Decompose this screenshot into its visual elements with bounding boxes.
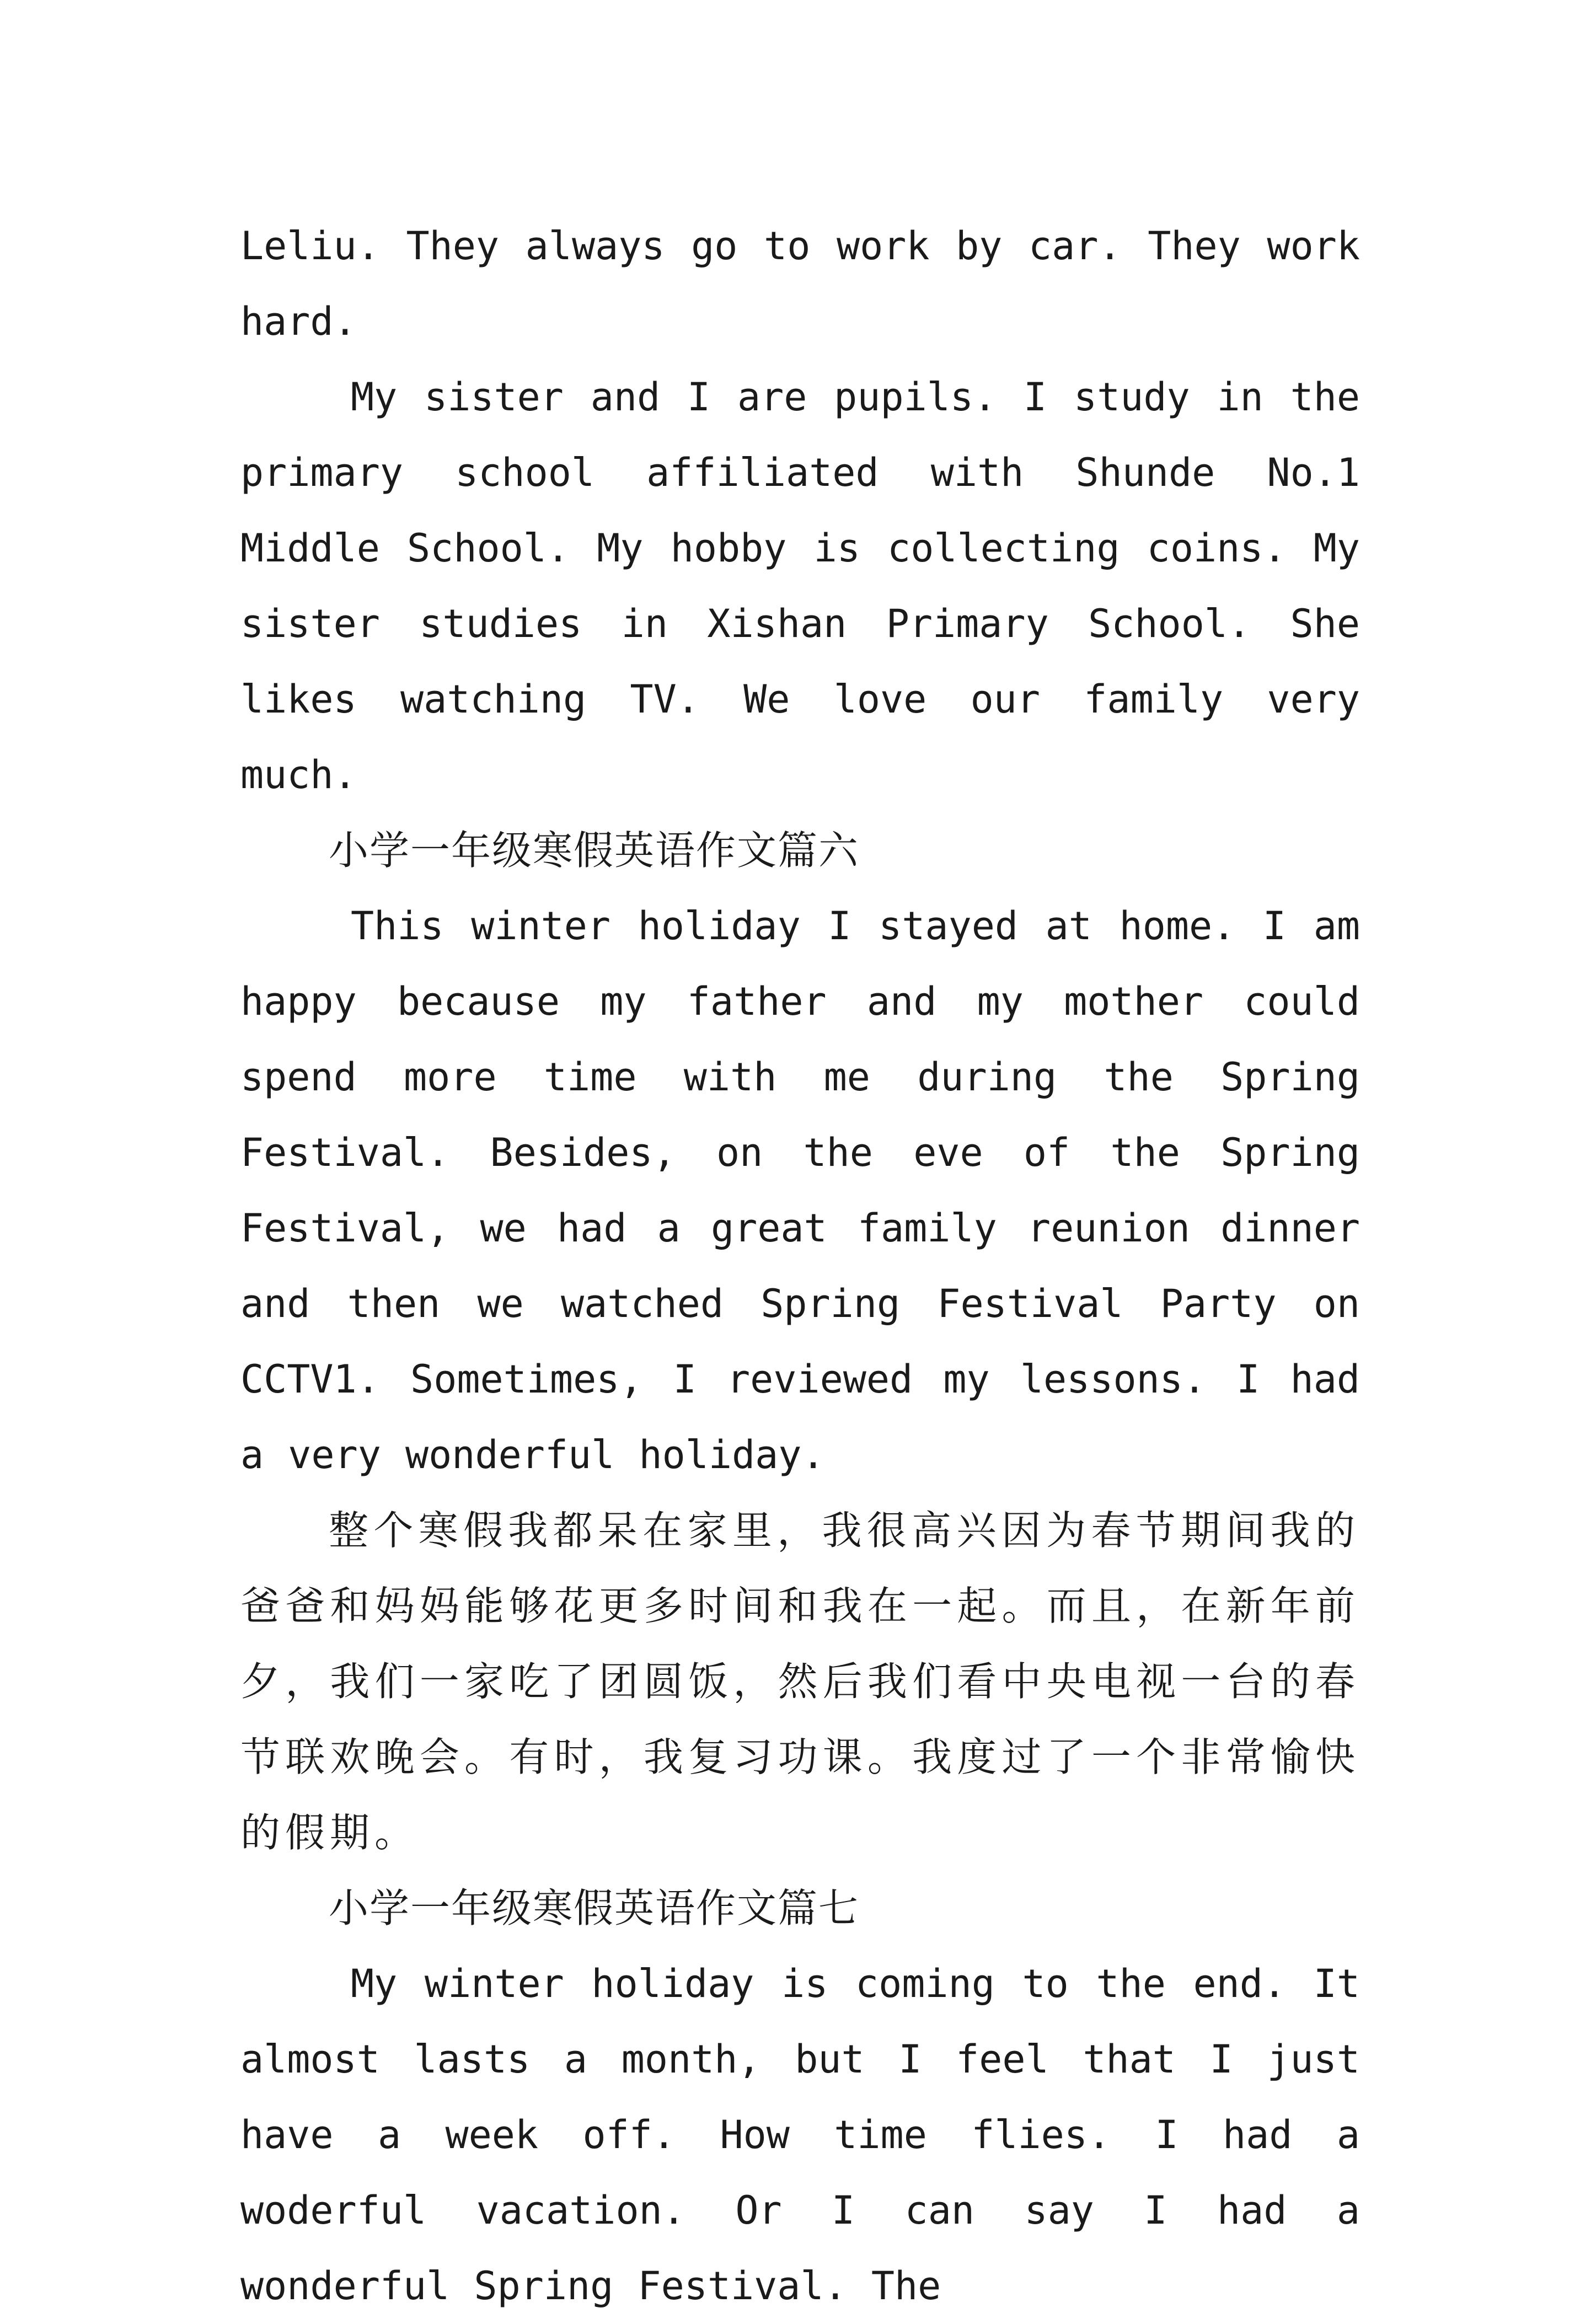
section-heading-six: 小学一年级寒假英语作文篇六 [329,827,860,874]
section-heading-seven: 小学一年级寒假英语作文篇七 [329,1885,860,1931]
paragraph-parents-work: Leliu. They always go to work by car. They work hard. [240,223,1360,344]
paragraph-sister-and-i: My sister and I are pupils. I study in the primary school affiliated with Shunde No.1 Middle School. My hobby is collecting coins. My sister studies in Xishan Primary School. She likes watching TV. We love our family very much. [240,374,1360,797]
paragraph-holiday-ending: My winter holiday is coming to the end. It almost lasts a month, but I feel that I just have a week off. How time flies. I had a woderful vacation. Or I can say I had a wonderful Spring Festival. The [240,1961,1360,2309]
paragraph-winter-holiday-chinese: 整个寒假我都呆在家里，我很高兴因为春节期间我的爸爸和妈妈能够花更多时间和我在一起。而且，在新年前夕，我们一家吃了团圆饭，然后我们看中央电视一台的春节联欢晚会。有时，我复习功课。我度过了一个非常愉快的假期。 [240,1507,1360,1856]
document-body [240,208,1360,2324]
paragraph-winter-holiday-english: This winter holiday I stayed at home. I am happy because my father and my mother could spend more time with me during the Spring Festival. Besides, on the eve of the Spring Festival, we had a great family reunion dinner and then we watched Spring Festival Party on CCTV1. Sometimes, I reviewed my lessons. I had a very wonderful holiday. [240,903,1360,1477]
